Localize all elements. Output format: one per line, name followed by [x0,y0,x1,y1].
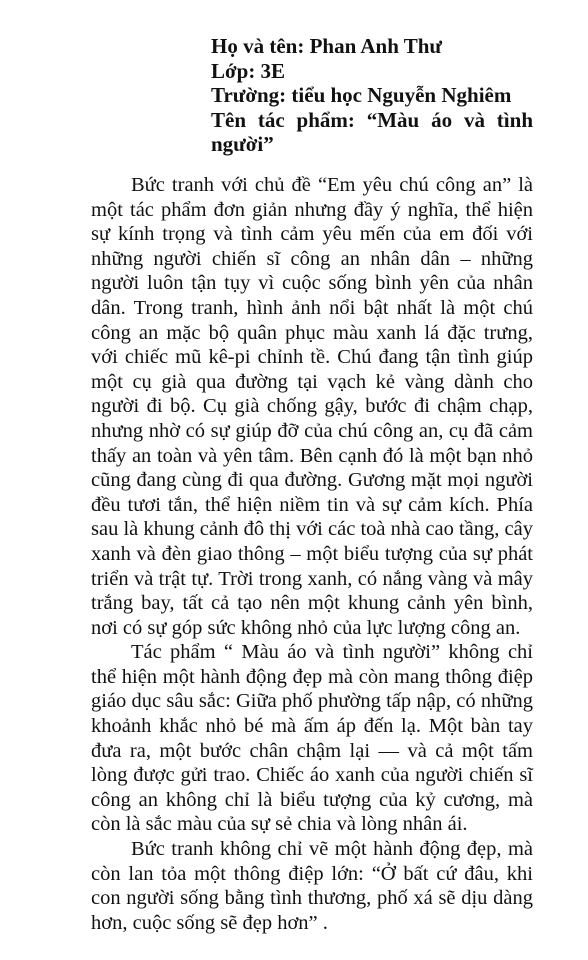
class-line: Lớp: 3E [211,58,286,83]
paragraph-conclusion: Bức tranh không chỉ vẽ một hành động đẹp, mà còn lan tỏa một thông điệp lớn: “Ở bất cứ đâu, khi con người sống bằng tình thương, phố xá sẽ dịu dàng hơn, cuộc sống sẽ đẹp hơn” . [91,838,533,934]
work-title-line: Tên tác phẩm: “Màu áo và tình người” [211,107,533,156]
student-info-header [211,34,533,157]
paragraph-description: Bức tranh với chủ đề “Em yêu chú công an” là một tác phẩm đơn giản nhưng đầy ý nghĩa, thể hiện sự kính trọng và tình cảm yêu mến của em đối với những người chiến sĩ công an nhân dân – những người luôn tận tụy vì cuộc sống bình yên của nhân dân. Trong tranh, hình ảnh nổi bật nhất là một chú công an mặc bộ quân phục màu xanh lá đặc trưng, với chiếc mũ kê-pi chỉnh tề. Chú đang tận tình giúp một cụ già qua đường tại vạch kẻ vàng dành cho người đi bộ. Cụ già chống gậy, bước đi chậm chạp, nhưng nhờ có sự giúp đỡ của chú công an, cụ đã cảm thấy an toàn và yên tâm. Bên cạnh đó là một bạn nhỏ cũng đang cùng đi qua đường. Gương mặt mọi người đều tươi tắn, thể hiện niềm tin và sự cảm kích. Phía sau là khung cảnh đô thị với các toà nhà cao tầng, cây xanh và đèn giao thông – một biểu tượng của sự phát triển và trật tự. Trời trong xanh, có nắng vàng và mây trắng bay, tất cả tạo nên một khung cảnh yên bình, nơi có sự góp sức không nhỏ của lực lượng công an. [91,174,533,639]
student-name-line: Họ và tên: Phan Anh Thư [211,34,443,58]
school-line: Trường: tiểu học Nguyễn Nghiêm [211,83,512,107]
paragraph-message: Tác phẩm “ Màu áo và tình người” không chỉ thể hiện một hành động đẹp mà còn mang thông điệp giáo dục sâu sắc: Giữa phố phường tấp nập, có những khoảnh khắc nhỏ bé mà ấm áp đến lạ. Một bàn tay đưa ra, một bước chân chậm lại — và cả một tấm lòng được gửi trao. Chiếc áo xanh của người chiến sĩ công an không chỉ là biểu tượng của kỷ cương, mà còn là sắc màu của sự sẻ chia và lòng nhân ái. [91,641,533,836]
essay-body [91,173,533,935]
